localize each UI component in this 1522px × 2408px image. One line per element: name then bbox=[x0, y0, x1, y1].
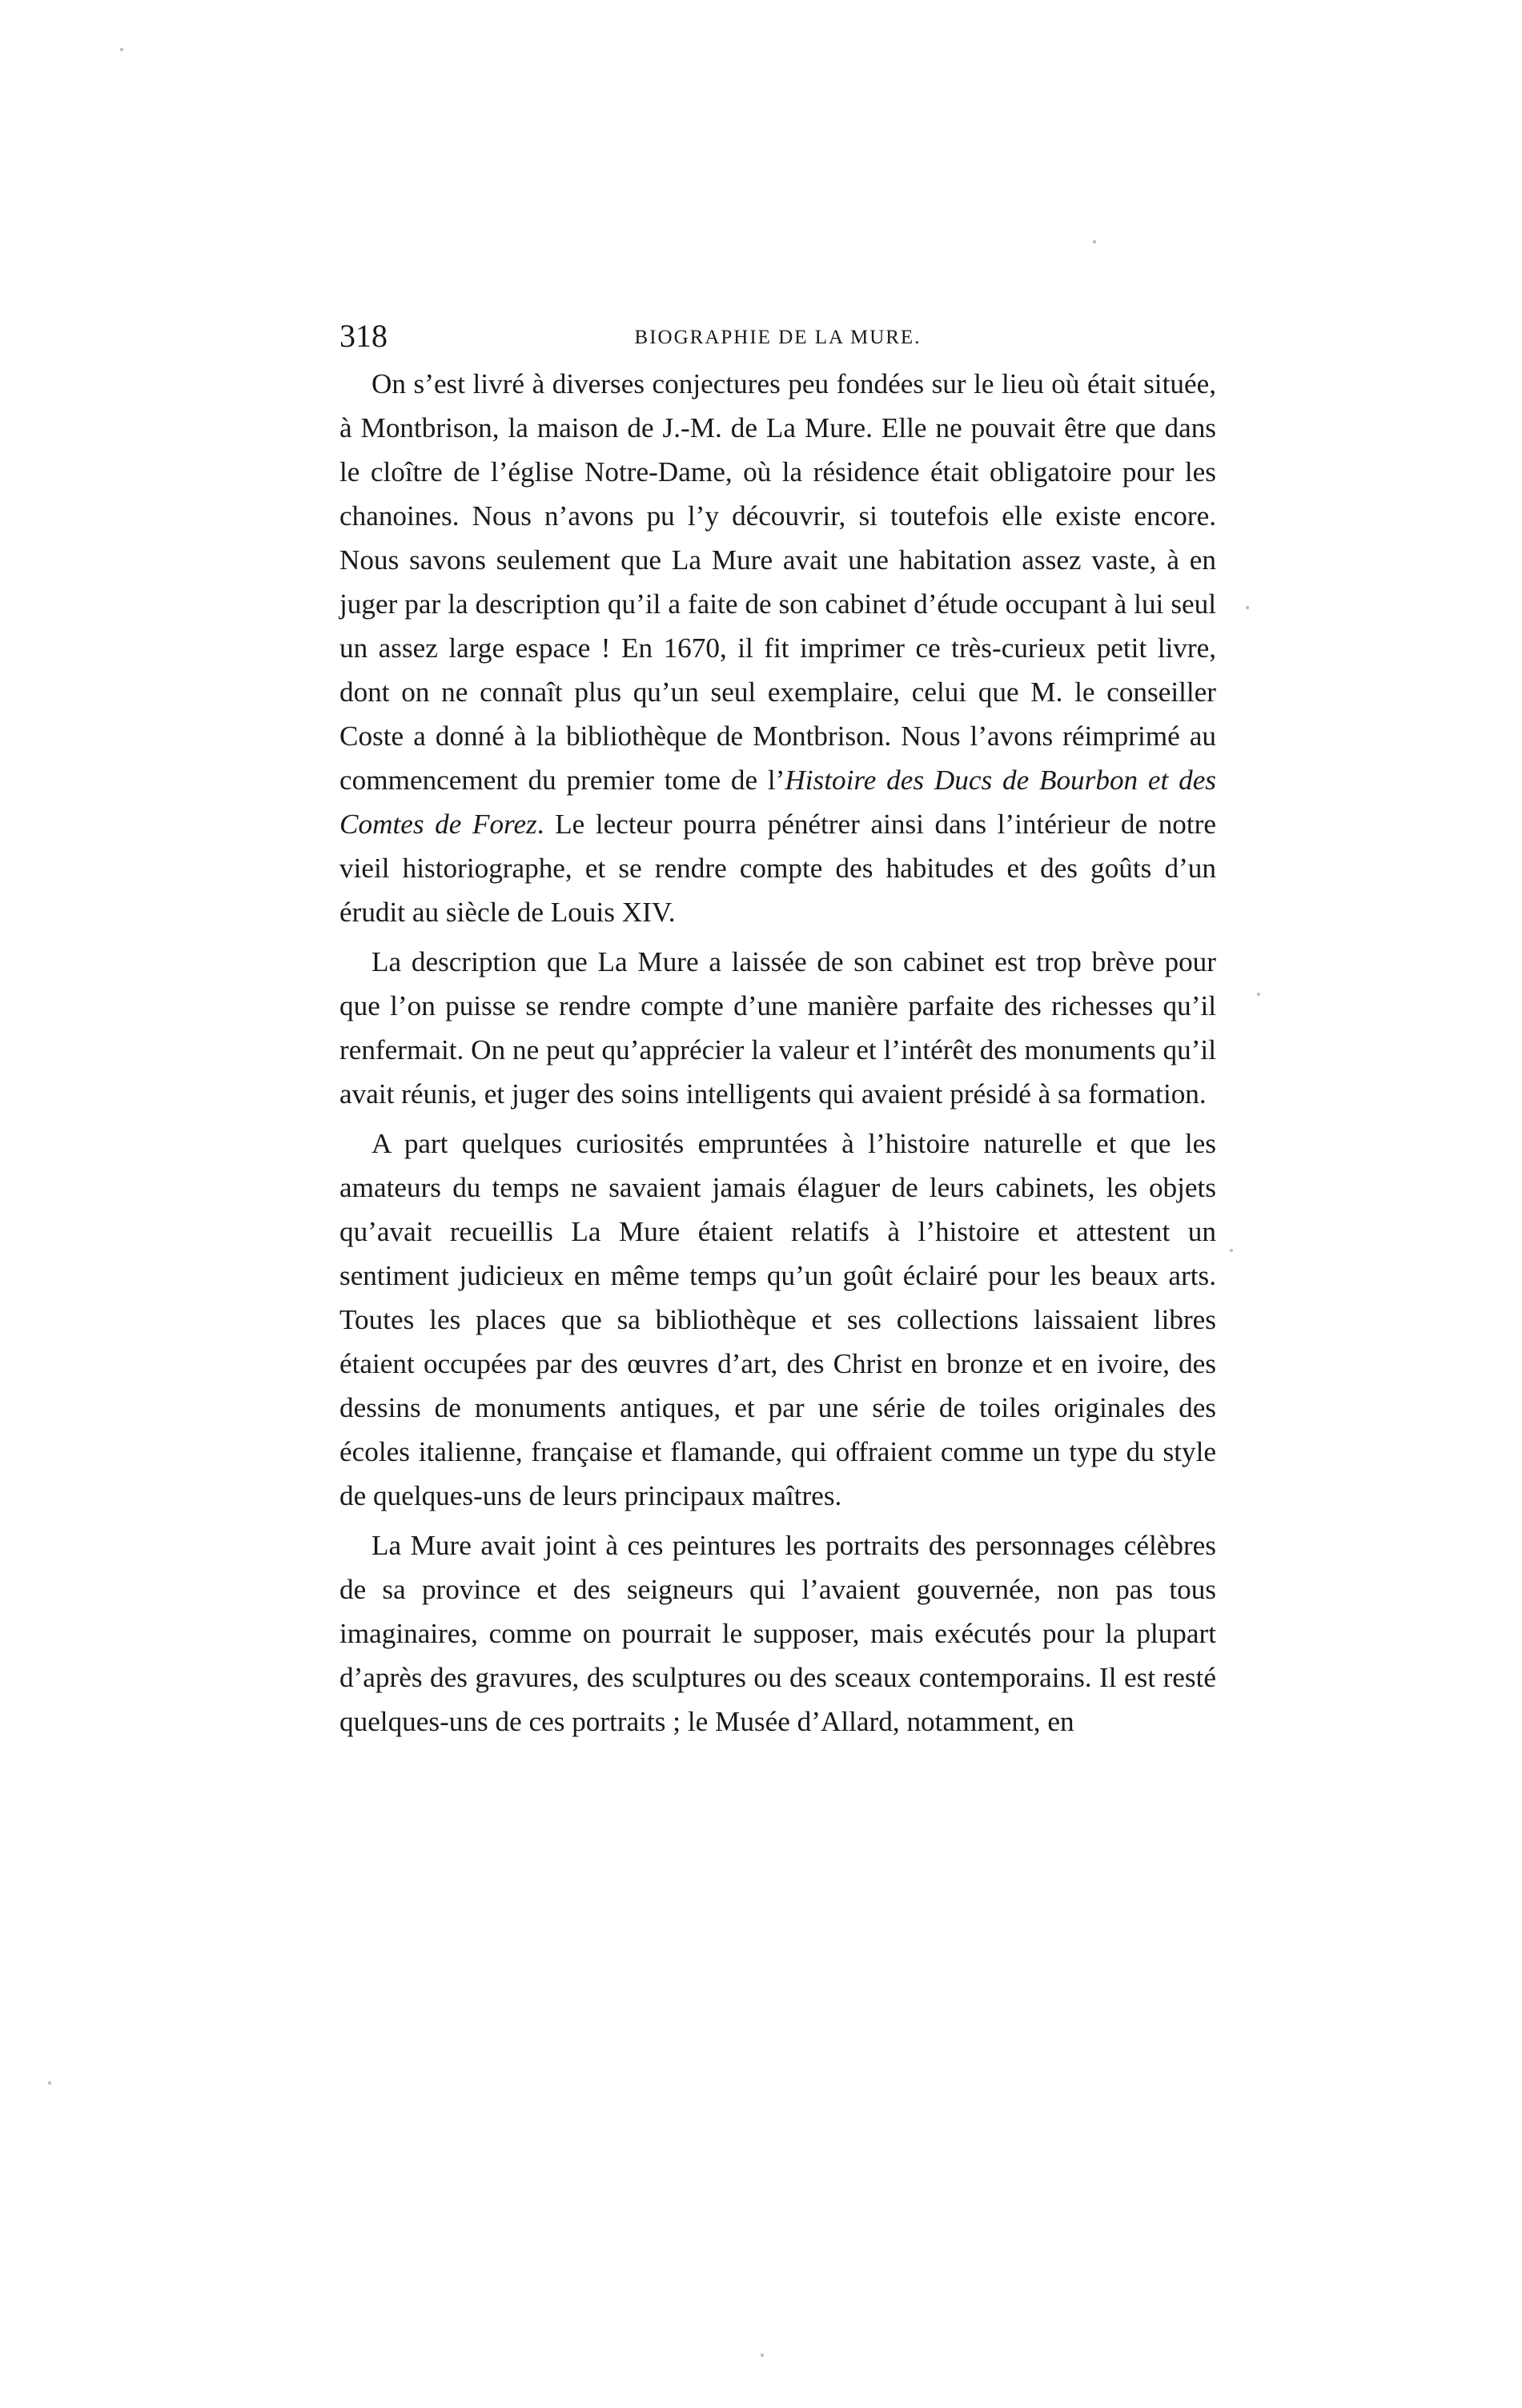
running-title: BIOGRAPHIE DE LA MURE. bbox=[634, 327, 922, 348]
scan-speck bbox=[761, 2354, 764, 2357]
scan-speck bbox=[1230, 1249, 1233, 1252]
paragraph-1-text-before: On s’est livré à diverses conjectures peu fondées sur le lieu où était située, à Montbrison, la maison de J.-M. de La Mure. Elle ne pouvait être que dans le cloître de l’église Notre-Dame, où la résidence était obligatoire pour les chanoines. Nous n’avons pu l’y découvrir, si toutefois elle existe encore. Nous savons seulement que La Mure avait une habitation assez vaste, à en juger par la description qu’il a faite de son cabinet d’étude occupant à lui seul un assez large espace ! En 1670, il fit imprimer ce très-curieux petit livre, dont on ne connaît plus qu’un seul exemplaire, celui que M. le conseiller Coste a donné à la bibliothèque de Montbrison. Nous l’avons réimprimé au commencement du premier tome de l’ bbox=[339, 368, 1216, 796]
paragraph-3: A part quelques curiosités empruntées à l’histoire naturelle et que les amateurs du temps ne savaient jamais élaguer de leurs cabinets, les objets qu’avait recueillis La Mure étaient relatifs à l’histoire et attestent un sentiment judicieux en même temps qu’un goût éclairé pour les beaux arts. Toutes les places que sa bibliothèque et ses collections laissaient libres étaient occupées par des œuvres d’art, des Christ en bronze et en ivoire, des dessins de monuments antiques, et par une série de toiles originales des écoles italienne, française et flamande, qui offraient comme un type du style de quelques-uns de leurs principaux maîtres. bbox=[339, 1128, 1216, 1511]
paragraph-1-text-after: . Le lecteur pourra pénétrer ainsi dans l’intérieur de notre vieil historiographe, et se rendre compte des habitudes et des goûts d’un érudit au siècle de Louis XIV. bbox=[339, 809, 1216, 928]
paragraph-1 bbox=[339, 362, 1216, 934]
paragraph-4: La Mure avait joint à ces peintures les portraits des personnages célèbres de sa province et des seigneurs qui l’avaient gouvernée, non pas tous imaginaires, comme on pourrait le supposer, mais exécutés pour la plupart d’après des gravures, des sculptures ou des sceaux contemporains. Il est resté quelques-uns de ces portraits ; le Musée d’Allard, notamment, en bbox=[339, 1530, 1216, 1737]
book-title-italic: Histoire des Ducs de Bourbon et des Comtes de Forez bbox=[339, 765, 1217, 840]
page-header bbox=[339, 312, 1216, 360]
scan-speck bbox=[120, 48, 123, 51]
body-text bbox=[339, 362, 1216, 1744]
paragraph-2: La description que La Mure a laissée de son cabinet est trop brève pour que l’on puisse se rendre compte d’une manière parfaite des richesses qu’il renfermait. On ne peut qu’apprécier la valeur et l’intérêt des monuments qu’il avait réunis, et juger des soins intelligents qui avaient présidé à sa formation. bbox=[339, 946, 1216, 1110]
scan-speck bbox=[48, 2081, 51, 2085]
scan-speck bbox=[1093, 240, 1096, 243]
scan-speck bbox=[1246, 606, 1249, 609]
page-number: 318 bbox=[339, 318, 388, 354]
scan-speck bbox=[1257, 993, 1260, 996]
